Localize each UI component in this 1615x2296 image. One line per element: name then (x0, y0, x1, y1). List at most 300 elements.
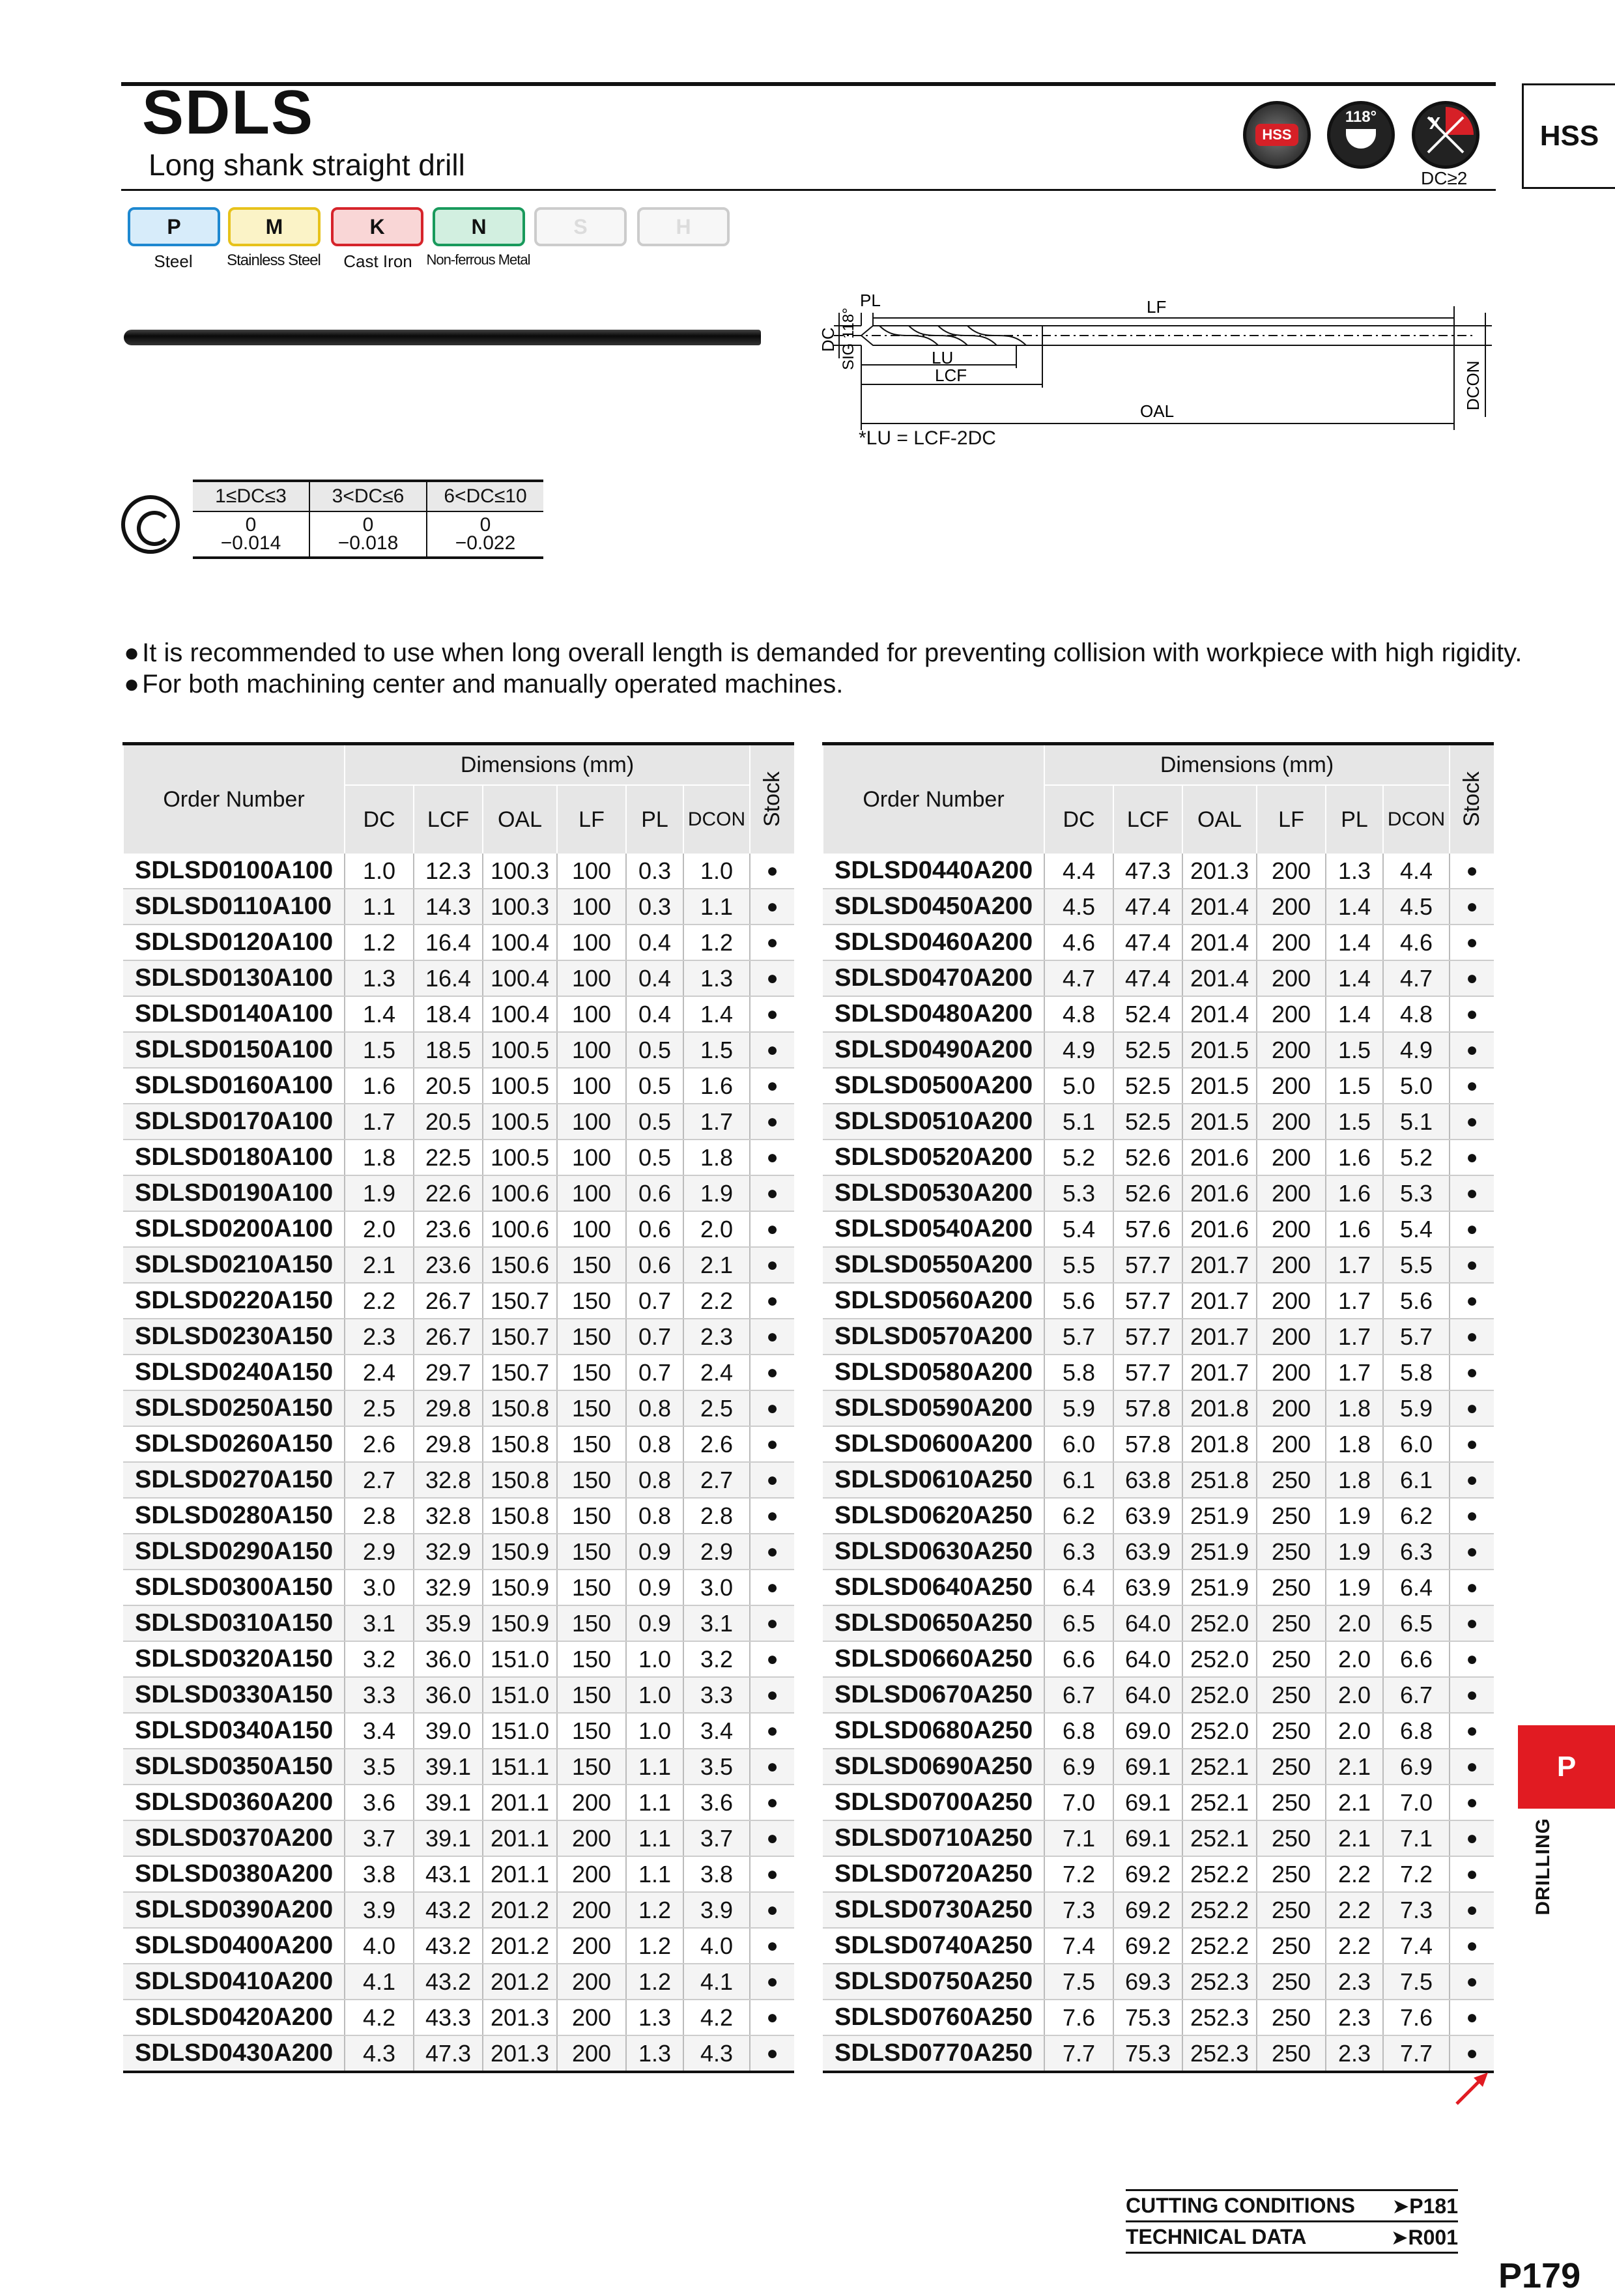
table-row (823, 996, 1494, 1032)
dimension-cell: 0.3 (626, 854, 683, 889)
table-row (123, 854, 794, 889)
dimension-cell: 252.1 (1182, 1785, 1257, 1820)
column-header-oal: OAL (483, 785, 557, 854)
order-number-cell: SDLSD0690A250 (823, 1749, 1044, 1785)
dimension-cell: 2.3 (1326, 1964, 1383, 2000)
dimension-cell: 63.9 (1113, 1534, 1182, 1570)
tolerance-lower: −0.022 (455, 532, 516, 554)
dimension-cell: 4.0 (683, 1928, 750, 1964)
dimension-cell: 1.8 (1326, 1462, 1383, 1498)
dimension-cell: 250 (1257, 1820, 1326, 1856)
dimension-cell: 1.0 (626, 1641, 683, 1677)
dimension-cell: 6.5 (1383, 1605, 1450, 1641)
stock-indicator: ● (1450, 1713, 1494, 1749)
dimension-cell: 0.6 (626, 1247, 683, 1283)
dimension-cell: 3.8 (683, 1856, 750, 1892)
dimension-cell: 201.5 (1182, 1032, 1257, 1068)
dimension-cell: 250 (1257, 1856, 1326, 1892)
dimension-cell: 3.5 (345, 1749, 414, 1785)
table-row (823, 2000, 1494, 2035)
dimension-cell: 64.0 (1113, 1641, 1182, 1677)
dimension-cell: 100 (557, 1211, 626, 1247)
dimension-cell: 150 (557, 1713, 626, 1749)
dimension-cell: 1.0 (626, 1677, 683, 1713)
order-number-cell: SDLSD0770A250 (823, 2035, 1044, 2072)
stock-indicator: ● (1450, 1785, 1494, 1820)
dimension-cell: 250 (1257, 1928, 1326, 1964)
dimension-cell: 200 (1257, 1032, 1326, 1068)
dimension-cell: 2.0 (1326, 1677, 1383, 1713)
order-number-cell: SDLSD0530A200 (823, 1175, 1044, 1211)
order-number-cell: SDLSD0210A150 (123, 1247, 345, 1283)
table-row (823, 1785, 1494, 1820)
dimension-cell: 1.9 (1326, 1498, 1383, 1534)
dimension-cell: 5.2 (1044, 1140, 1113, 1175)
dimension-cell: 3.9 (683, 1892, 750, 1928)
dimension-cell: 100.4 (483, 960, 557, 996)
order-number-cell: SDLSD0300A150 (123, 1570, 345, 1605)
order-number-cell: SDLSD0500A200 (823, 1068, 1044, 1104)
stock-indicator: ● (750, 1570, 794, 1605)
dimension-cell: 0.8 (626, 1390, 683, 1426)
column-header-lf: LF (557, 785, 626, 854)
technical-data-link[interactable]: TECHNICAL DATA ➤R001 (1126, 2220, 1458, 2254)
dimension-cell: 100 (557, 854, 626, 889)
column-header-pl: PL (626, 785, 683, 854)
order-number-cell: SDLSD0760A250 (823, 2000, 1044, 2035)
table-row (123, 1785, 794, 1820)
stock-indicator: ● (750, 1175, 794, 1211)
dimension-cell: 4.0 (345, 1928, 414, 1964)
dimension-cell: 52.4 (1113, 996, 1182, 1032)
dimension-cell: 7.2 (1044, 1856, 1113, 1892)
stock-indicator: ● (750, 1068, 794, 1104)
dc-condition-note: DC≥2 (1421, 168, 1468, 188)
dimension-cell: 7.3 (1044, 1892, 1113, 1928)
order-number-cell: SDLSD0560A200 (823, 1283, 1044, 1319)
dimension-cell: 1.3 (626, 2035, 683, 2072)
dimension-cell: 0.8 (626, 1462, 683, 1498)
dimension-cell: 1.0 (683, 854, 750, 889)
dimension-cell: 201.5 (1182, 1068, 1257, 1104)
order-number-cell: SDLSD0390A200 (123, 1892, 345, 1928)
dimension-cell: 5.9 (1383, 1390, 1450, 1426)
dimension-cell: 251.9 (1182, 1570, 1257, 1605)
dimension-cell: 100 (557, 925, 626, 960)
dimension-cell: 57.8 (1113, 1390, 1182, 1426)
stock-indicator: ● (750, 1032, 794, 1068)
stock-indicator: ● (750, 1785, 794, 1820)
dimension-cell: 100 (557, 1068, 626, 1104)
table-row (123, 1462, 794, 1498)
order-number-cell: SDLSD0630A250 (823, 1534, 1044, 1570)
dimension-cell: 252.3 (1182, 2000, 1257, 2035)
column-header-dc: DC (1044, 785, 1113, 854)
dimension-cell: 200 (557, 1928, 626, 1964)
dimension-cell: 201.8 (1182, 1426, 1257, 1462)
dimension-cell: 64.0 (1113, 1605, 1182, 1641)
table-row (823, 1462, 1494, 1498)
stock-indicator: ● (1450, 996, 1494, 1032)
dimension-cell: 39.1 (414, 1820, 483, 1856)
dimension-cell: 100.4 (483, 996, 557, 1032)
dimension-cell: 5.4 (1383, 1211, 1450, 1247)
stock-indicator: ● (1450, 1140, 1494, 1175)
dimension-cell: 3.3 (345, 1677, 414, 1713)
hss-section-tab[interactable]: HSS (1522, 83, 1615, 189)
dimension-cell: 32.8 (414, 1462, 483, 1498)
table-row (823, 1390, 1494, 1426)
dimension-cell: 5.4 (1044, 1211, 1113, 1247)
order-number-cell: SDLSD0200A100 (123, 1211, 345, 1247)
order-number-cell: SDLSD0350A150 (123, 1749, 345, 1785)
stock-indicator: ● (750, 1749, 794, 1785)
dimension-cell: 150 (557, 1247, 626, 1283)
table-row (823, 1319, 1494, 1355)
table-row (823, 925, 1494, 960)
dimension-cell: 52.6 (1113, 1140, 1182, 1175)
table-row (823, 1713, 1494, 1749)
stock-header: Stock (1450, 744, 1494, 854)
dimension-cell: 2.8 (345, 1498, 414, 1534)
dimension-cell: 201.7 (1182, 1319, 1257, 1355)
material-h-box: H (637, 207, 730, 246)
stock-indicator: ● (750, 1677, 794, 1713)
dimension-cell: 252.0 (1182, 1677, 1257, 1713)
order-number-cell: SDLSD0650A250 (823, 1605, 1044, 1641)
dimension-cell: 4.8 (1044, 996, 1113, 1032)
point-angle-icon: 118° (1327, 101, 1395, 169)
dimension-cell: 1.2 (683, 925, 750, 960)
dimension-cell: 4.8 (1383, 996, 1450, 1032)
order-number-cell: SDLSD0290A150 (123, 1534, 345, 1570)
material-n-box: N (433, 207, 525, 246)
dimension-cell: 150.8 (483, 1426, 557, 1462)
dimension-cell: 4.4 (1383, 854, 1450, 889)
dimension-cell: 100 (557, 1032, 626, 1068)
order-number-cell: SDLSD0720A250 (823, 1856, 1044, 1892)
table-row (823, 1498, 1494, 1534)
dimension-cell: 26.7 (414, 1283, 483, 1319)
order-number-cell: SDLSD0330A150 (123, 1677, 345, 1713)
stock-indicator: ● (1450, 1749, 1494, 1785)
dimension-cell: 200 (557, 2000, 626, 2035)
table-row (823, 1964, 1494, 2000)
dimension-cell: 1.9 (1326, 1570, 1383, 1605)
section-tab-p[interactable]: P (1518, 1725, 1615, 1809)
stock-indicator: ● (750, 1247, 794, 1283)
stock-indicator: ● (750, 1462, 794, 1498)
dimension-cell: 2.5 (683, 1390, 750, 1426)
dimension-cell: 2.1 (1326, 1785, 1383, 1820)
dimension-cell: 3.7 (683, 1820, 750, 1856)
stock-indicator: ● (1450, 2000, 1494, 2035)
column-header-dcon: DCON (683, 785, 750, 854)
dimension-cell: 201.8 (1182, 1390, 1257, 1426)
dimension-cell: 1.3 (345, 960, 414, 996)
dimension-cell: 43.2 (414, 1964, 483, 2000)
stock-indicator: ● (1450, 1964, 1494, 2000)
dimension-cell: 3.9 (345, 1892, 414, 1928)
dimension-cell: 7.4 (1383, 1928, 1450, 1964)
dimension-cell: 252.2 (1182, 1856, 1257, 1892)
dimension-cell: 1.4 (345, 996, 414, 1032)
dimension-cell: 150 (557, 1390, 626, 1426)
dimension-cell: 18.4 (414, 996, 483, 1032)
hss-material-icon: HSS (1243, 101, 1311, 169)
tolerance-lower: −0.018 (337, 532, 399, 554)
stock-header: Stock (750, 744, 794, 854)
dimension-cell: 150.7 (483, 1355, 557, 1390)
dimension-cell: 43.2 (414, 1928, 483, 1964)
order-number-cell: SDLSD0670A250 (823, 1677, 1044, 1713)
dimension-cell: 100 (557, 960, 626, 996)
dimension-cell: 7.2 (1383, 1856, 1450, 1892)
dimension-cell: 250 (1257, 1964, 1326, 2000)
dimension-cell: 47.4 (1113, 925, 1182, 960)
table-row (123, 925, 794, 960)
table-row (123, 1283, 794, 1319)
table-row (123, 2035, 794, 2072)
section-label-drilling: DRILLING (1532, 1818, 1554, 1916)
dimension-cell: 0.6 (626, 1175, 683, 1211)
stock-indicator: ● (750, 1641, 794, 1677)
dimension-cell: 150 (557, 1355, 626, 1390)
dimension-cell: 252.1 (1182, 1749, 1257, 1785)
stock-indicator: ● (1450, 1641, 1494, 1677)
dimension-cell: 4.6 (1044, 925, 1113, 960)
dimension-cell: 201.6 (1182, 1140, 1257, 1175)
dimension-cell: 1.2 (345, 925, 414, 960)
dimension-cell: 7.3 (1383, 1892, 1450, 1928)
dimension-cell: 6.4 (1044, 1570, 1113, 1605)
dimension-cell: 4.9 (1383, 1032, 1450, 1068)
dimension-cell: 200 (1257, 960, 1326, 996)
table-row (123, 1390, 794, 1426)
order-number-cell: SDLSD0120A100 (123, 925, 345, 960)
dimension-cell: 4.2 (683, 2000, 750, 2035)
dimension-cell: 151.0 (483, 1677, 557, 1713)
dimension-cell: 4.3 (345, 2035, 414, 2072)
dimension-cell: 252.0 (1182, 1605, 1257, 1641)
dimension-cell: 3.4 (683, 1713, 750, 1749)
cutting-conditions-link[interactable]: CUTTING CONDITIONS ➤P181 (1126, 2189, 1458, 2218)
dimension-cell: 39.1 (414, 1749, 483, 1785)
dimension-cell: 1.3 (626, 2000, 683, 2035)
dimension-cell: 1.6 (1326, 1175, 1383, 1211)
stock-indicator: ● (750, 1856, 794, 1892)
dimension-cell: 69.3 (1113, 1964, 1182, 2000)
dimension-cell: 20.5 (414, 1068, 483, 1104)
dimension-cell: 1.4 (1326, 925, 1383, 960)
dimension-cell: 2.1 (683, 1247, 750, 1283)
table-row (823, 1856, 1494, 1892)
dimension-cell: 4.5 (1044, 889, 1113, 925)
stock-indicator: ● (1450, 1319, 1494, 1355)
dimension-cell: 0.7 (626, 1319, 683, 1355)
dimension-cell: 2.0 (1326, 1713, 1383, 1749)
dimension-cell: 0.4 (626, 960, 683, 996)
stock-indicator: ● (1450, 1820, 1494, 1856)
dimension-cell: 6.6 (1383, 1641, 1450, 1677)
dimension-cell: 2.0 (345, 1211, 414, 1247)
order-number-cell: SDLSD0420A200 (123, 2000, 345, 2035)
material-k-box: K (331, 207, 423, 246)
stock-indicator: ● (750, 1534, 794, 1570)
table-row (123, 1570, 794, 1605)
table-row (823, 1534, 1494, 1570)
dimension-cell: 250 (1257, 1462, 1326, 1498)
page-number: P179 (1498, 2256, 1581, 2295)
table-row (823, 1570, 1494, 1605)
order-number-cell: SDLSD0440A200 (823, 854, 1044, 889)
tolerance-upper: 0 (245, 514, 257, 536)
order-number-cell: SDLSD0590A200 (823, 1390, 1044, 1426)
dimension-cell: 250 (1257, 1892, 1326, 1928)
dimension-cell: 7.6 (1044, 2000, 1113, 2035)
header-rule (121, 82, 1496, 86)
dimension-cell: 200 (1257, 1355, 1326, 1390)
stock-indicator: ● (750, 1498, 794, 1534)
dimension-cell: 1.4 (1326, 960, 1383, 996)
dimension-cell: 29.7 (414, 1355, 483, 1390)
dimension-cell: 1.0 (626, 1713, 683, 1749)
dimension-cell: 32.9 (414, 1570, 483, 1605)
order-number-cell: SDLSD0230A150 (123, 1319, 345, 1355)
dimension-cell: 69.1 (1113, 1820, 1182, 1856)
dimension-cell: 200 (1257, 1319, 1326, 1355)
stock-indicator: ● (1450, 1892, 1494, 1928)
table-row (823, 1892, 1494, 1928)
table-row (823, 2035, 1494, 2072)
dimension-cell: 250 (1257, 1605, 1326, 1641)
dimension-cell: 3.1 (345, 1605, 414, 1641)
stock-indicator: ● (750, 960, 794, 996)
order-number-cell: SDLSD0640A250 (823, 1570, 1044, 1605)
dimension-cell: 150 (557, 1426, 626, 1462)
stock-indicator: ● (750, 1319, 794, 1355)
dimension-cell: 69.2 (1113, 1856, 1182, 1892)
dimension-cell: 1.1 (626, 1820, 683, 1856)
stock-indicator: ● (750, 1140, 794, 1175)
order-number-cell: SDLSD0750A250 (823, 1964, 1044, 2000)
dimension-cell: 250 (1257, 2035, 1326, 2072)
dimension-cell: 252.0 (1182, 1713, 1257, 1749)
order-number-cell: SDLSD0620A250 (823, 1498, 1044, 1534)
order-number-cell: SDLSD0470A200 (823, 960, 1044, 996)
dimension-cell: 57.7 (1113, 1355, 1182, 1390)
dimension-cell: 100.5 (483, 1104, 557, 1140)
dimension-cell: 4.4 (1044, 854, 1113, 889)
table-row (123, 1856, 794, 1892)
order-number-cell: SDLSD0260A150 (123, 1426, 345, 1462)
order-number-cell: SDLSD0310A150 (123, 1605, 345, 1641)
dimension-cell: 100.5 (483, 1140, 557, 1175)
dimension-cell: 150 (557, 1641, 626, 1677)
dimension-cell: 1.8 (683, 1140, 750, 1175)
stock-indicator: ● (750, 1892, 794, 1928)
dimension-cell: 1.1 (626, 1749, 683, 1785)
dimension-cell: 1.5 (1326, 1032, 1383, 1068)
order-number-cell: SDLSD0410A200 (123, 1964, 345, 2000)
dimension-cell: 250 (1257, 1570, 1326, 1605)
dimension-cell: 1.7 (1326, 1319, 1383, 1355)
dimension-cell: 4.6 (1383, 925, 1450, 960)
dimension-cell: 63.8 (1113, 1462, 1182, 1498)
order-number-cell: SDLSD0100A100 (123, 854, 345, 889)
dimension-cell: 36.0 (414, 1641, 483, 1677)
dimension-cell: 201.4 (1182, 889, 1257, 925)
dimension-cell: 252.1 (1182, 1820, 1257, 1856)
dimension-cell: 57.7 (1113, 1247, 1182, 1283)
order-number-cell: SDLSD0660A250 (823, 1641, 1044, 1677)
dimension-cell: 200 (1257, 854, 1326, 889)
dimension-cell: 5.7 (1383, 1319, 1450, 1355)
dimension-cell: 3.0 (345, 1570, 414, 1605)
dimension-cell: 6.3 (1044, 1534, 1113, 1570)
dimension-cell: 0.9 (626, 1534, 683, 1570)
stock-indicator: ● (1450, 1104, 1494, 1140)
dimension-cell: 2.3 (1326, 2000, 1383, 2035)
dimension-cell: 0.9 (626, 1605, 683, 1641)
dimension-cell: 2.1 (345, 1247, 414, 1283)
order-number-cell: SDLSD0220A150 (123, 1283, 345, 1319)
order-number-cell: SDLSD0160A100 (123, 1068, 345, 1104)
dimension-cell: 200 (557, 1820, 626, 1856)
dimension-cell: 23.6 (414, 1211, 483, 1247)
tolerance-range: 6<DC≤10 (427, 481, 543, 511)
table-row (123, 1247, 794, 1283)
dimension-cell: 29.8 (414, 1426, 483, 1462)
order-number-header: Order Number (123, 744, 345, 854)
order-number-header: Order Number (823, 744, 1044, 854)
stock-indicator: ● (750, 925, 794, 960)
order-number-cell: SDLSD0320A150 (123, 1641, 345, 1677)
dimension-cell: 52.5 (1113, 1104, 1182, 1140)
table-row (123, 1104, 794, 1140)
dimension-cell: 1.4 (683, 996, 750, 1032)
order-number-cell: SDLSD0110A100 (123, 889, 345, 925)
material-label: Non-ferrous Metal (426, 251, 530, 268)
dimension-cell: 200 (1257, 1426, 1326, 1462)
dimension-cell: 1.7 (345, 1104, 414, 1140)
dimension-cell: 6.9 (1383, 1749, 1450, 1785)
dimension-cell: 150 (557, 1677, 626, 1713)
order-number-cell: SDLSD0490A200 (823, 1032, 1044, 1068)
table-row (123, 1140, 794, 1175)
dimension-cell: 250 (1257, 1677, 1326, 1713)
order-number-cell: SDLSD0250A150 (123, 1390, 345, 1426)
dimension-cell: 151.0 (483, 1713, 557, 1749)
dimension-cell: 151.1 (483, 1749, 557, 1785)
dimension-cell: 0.7 (626, 1283, 683, 1319)
dimension-cell: 150.8 (483, 1462, 557, 1498)
dim-label-dc: DC (818, 327, 838, 352)
tolerance-upper: 0 (362, 514, 374, 536)
dimension-cell: 200 (1257, 1104, 1326, 1140)
dimension-cell: 2.6 (683, 1426, 750, 1462)
dimension-cell: 4.3 (683, 2035, 750, 2072)
dimension-cell: 5.2 (1383, 1140, 1450, 1175)
stock-indicator: ● (750, 1211, 794, 1247)
dimension-cell: 0.4 (626, 996, 683, 1032)
column-header-pl: PL (1326, 785, 1383, 854)
dimension-cell: 2.4 (345, 1355, 414, 1390)
feature-bullets (124, 637, 1522, 700)
dimension-cell: 150 (557, 1498, 626, 1534)
dim-label-oal: OAL (1140, 401, 1175, 421)
dimension-cell: 200 (557, 2035, 626, 2072)
